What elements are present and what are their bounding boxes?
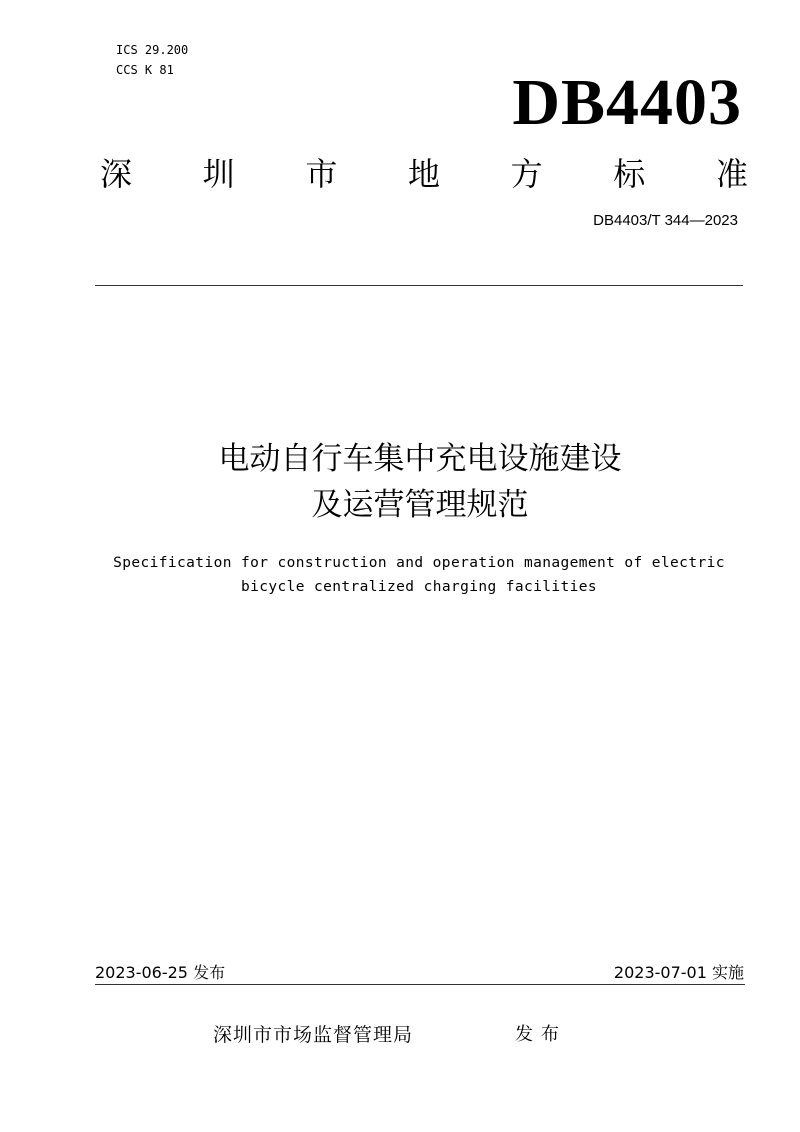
standard-type-char: 市 [305, 155, 338, 193]
title-cn-line-1: 电动自行车集中充电设施建设 [218, 441, 622, 477]
issuing-authority: 深圳市市场监督管理局 [213, 1024, 414, 1046]
issue-verb: 发布 [515, 1024, 567, 1045]
classification-codes [116, 40, 188, 80]
header-divider [95, 285, 743, 286]
effective-date: 2023-07-01 [613, 963, 707, 982]
footer-divider [95, 984, 745, 985]
release-date-block [95, 962, 225, 984]
effective-date-block [614, 962, 744, 984]
title-chinese [0, 436, 800, 528]
standard-type-char: 方 [510, 155, 543, 193]
release-label: 发布 [193, 963, 226, 982]
title-en-line-1: Specification for construction and operation management of electric [113, 555, 725, 571]
title-english [0, 551, 800, 599]
standard-type-heading [100, 152, 748, 196]
standard-type-char: 圳 [202, 155, 235, 193]
standard-type-char: 地 [407, 155, 440, 193]
standard-type-char: 标 [613, 155, 646, 193]
standard-type-char: 准 [715, 155, 748, 193]
title-cn-line-2: 及运营管理规范 [311, 487, 529, 523]
ics-code: ICS 29.200 [116, 43, 189, 57]
effective-label: 实施 [711, 963, 744, 982]
ccs-code: CCS K 81 [116, 63, 174, 77]
standard-code: DB4403/T 344—2023 [593, 212, 738, 229]
standard-prefix: DB4403 [512, 66, 742, 139]
standard-type-char: 深 [100, 155, 133, 193]
release-date: 2023-06-25 [95, 963, 188, 982]
title-en-line-2: bicycle centralized charging facilities [240, 579, 598, 595]
